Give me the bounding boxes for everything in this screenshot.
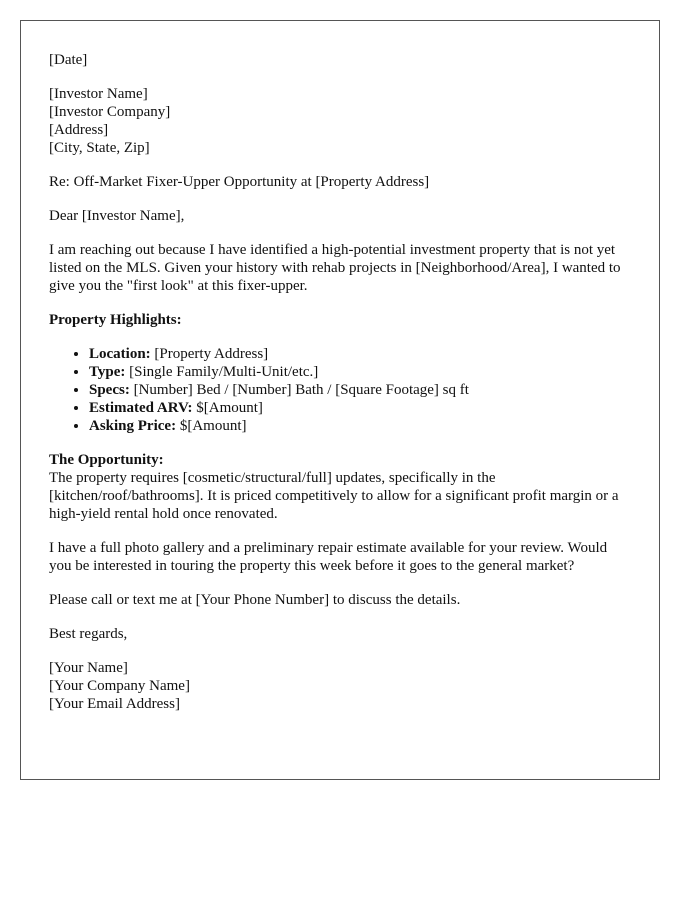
highlights-heading: Property Highlights: [49, 312, 182, 328]
salutation: Dear [Investor Name], [49, 208, 185, 224]
signature-block [49, 659, 631, 713]
opportunity-heading: The Opportunity: [49, 452, 164, 468]
highlights-list [49, 345, 631, 435]
recipient-address: [Address] [49, 122, 109, 138]
highlight-label: Specs: [89, 382, 130, 398]
closing: Best regards, [49, 626, 128, 642]
highlight-value: [Single Family/Multi-Unit/etc.] [125, 364, 319, 380]
subject-line: Re: Off-Market Fixer-Upper Opportunity at [Property Address] [49, 174, 430, 190]
date-line [49, 51, 631, 69]
highlight-value: [Property Address] [150, 346, 269, 362]
recipient-name: [Investor Name] [49, 86, 148, 102]
highlight-item-type [89, 363, 631, 381]
recipient-city-state-zip: [City, State, Zip] [49, 140, 150, 156]
highlight-item-asking-price [89, 417, 631, 435]
letter-page [20, 20, 660, 780]
date-text: [Date] [49, 52, 88, 68]
intro-paragraph: I am reaching out because I have identified a high-potential investment property that is not yet listed on the MLS. Given your history with rehab projects in [Neighborhood/Area], I wanted to give you the "first look" at this fixer-upper. [49, 242, 621, 294]
gallery-paragraph: I have a full photo gallery and a preliminary repair estimate available for your review. Would you be interested in touring the property this week before it goes to the general market? [49, 540, 608, 574]
highlight-label: Asking Price: [89, 418, 177, 434]
recipient-company: [Investor Company] [49, 104, 171, 120]
sender-email: [Your Email Address] [49, 696, 180, 712]
opportunity-text: The property requires [cosmetic/structural/full] updates, specifically in the [kitchen/roof/bathrooms]. It is priced competitively to allow for a significant profit margin or a high-yield rental hold once renovated. [49, 470, 619, 522]
highlight-item-arv [89, 399, 631, 417]
highlight-label: Estimated ARV: [89, 400, 193, 416]
highlight-label: Type: [89, 364, 126, 380]
sender-name: [Your Name] [49, 660, 128, 676]
highlight-value: $[Amount] [192, 400, 263, 416]
opportunity-section [49, 451, 631, 523]
recipient-block [49, 85, 631, 157]
contact-paragraph: Please call or text me at [Your Phone Number] to discuss the details. [49, 592, 461, 608]
highlight-item-specs [89, 381, 631, 399]
sender-company: [Your Company Name] [49, 678, 190, 694]
highlight-item-location [89, 345, 631, 363]
highlight-value: [Number] Bed / [Number] Bath / [Square Footage] sq ft [129, 382, 469, 398]
highlight-value: $[Amount] [176, 418, 247, 434]
highlight-label: Location: [89, 346, 151, 362]
